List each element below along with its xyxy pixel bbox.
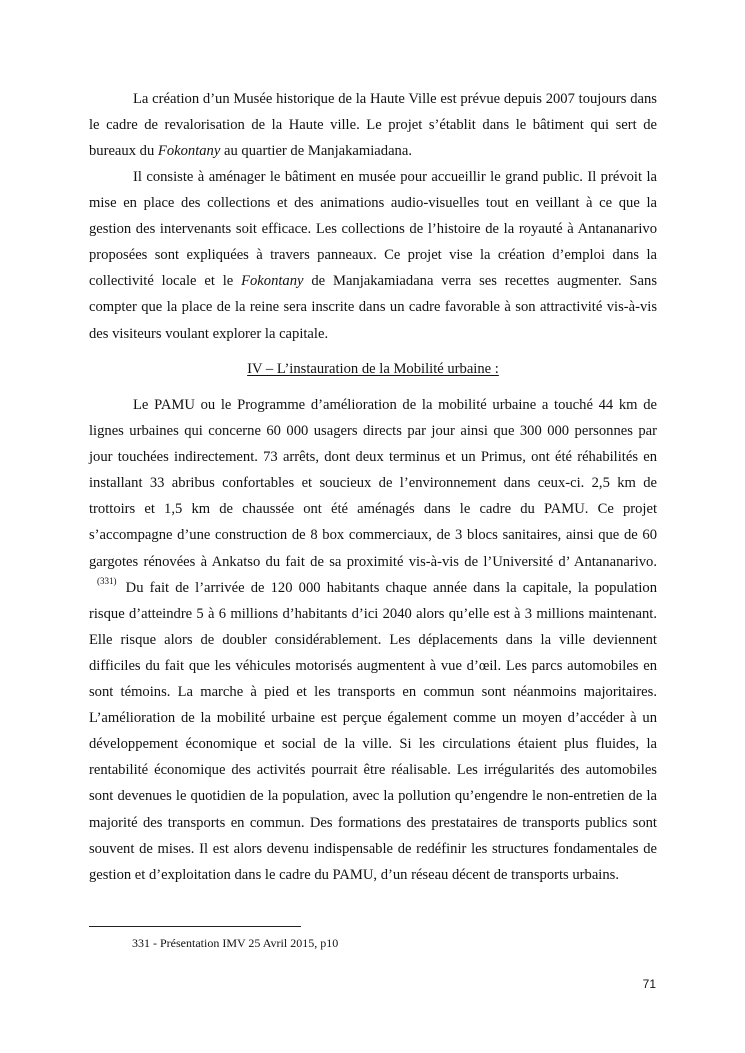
footnote-separator <box>89 926 301 927</box>
section-heading-text: IV – L’instauration de la Mobilité urbaine : <box>247 361 499 377</box>
page-number: 71 <box>642 977 656 991</box>
italic-term-fokontany: Fokontany <box>157 143 221 160</box>
italic-term-fokontany: Fokontany <box>241 273 304 290</box>
paragraph-text: Le PAMU ou le Programme d’amélioration de la mobilité urbaine a touché 44 km de lignes urbaines qui concerne 60 000 usagers directs par jour ainsi que 300 000 personnes par jour touchées indirectement. 73 arrêts, dont deux terminus et un Primus, ont été réhabilités en installant 33 abribus confortables et soucieux de l’environnement dans ceux-ci. 2,5 km de trottoirs et 1,5 km de chaussée ont été aménagés dans le cadre du PAMU. Ce projet s’accompagne d’une construction de 8 box commerciaux, de 3 blocs sanitaires, ainsi que de 60 gargotes rénovées à Ankatso du fait de sa proximité vis-à-vis de l’Université d’ Antananarivo. <box>89 397 657 570</box>
paragraph-text: La création d’un Musée historique de la Haute Ville est prévue depuis 2007 toujours dans le cadre de revalorisation de la Haute ville. Le projet s’établit dans le bâtiment qui sert de bureaux du <box>89 91 657 160</box>
paragraph-text: Du fait de l’arrivée de 120 000 habitants chaque année dans la capitale, la population risque d’atteindre 5 à 6 millions d’habitants d’ici 2040 alors qu’elle est à 3 millions maintenant. Elle risque alors de doubler considérablement. Les déplacements dans la ville deviennent difficiles du fait que les véhicules motorisés augmentent à vue d’œil. Les parcs automobiles en sont témoins. La marche à pied et les transports en commun sont néanmoins majoritaires. L’amélioration de la mobilité urbaine est perçue également comme un moyen d’accéder à un développement économique et social de la ville. Si les circulations étaient plus fluides, la rentabilité économique des activités pourrait être réalisable. Les irrégularités des automobiles sont devenues le quotidien de la population, avec la pollution qu’engendre le non-entretien de la majorité des transports en commun. Des formations des prestataires de transports publics sont souvent de mises. Il est alors devenu indispensable de redéfinir les structures fondamentales de gestion et d’exploitation dans le cadre du PAMU, d’un réseau décent de transports urbains. <box>89 579 657 883</box>
paragraph-amenagement-musee <box>89 164 657 347</box>
paragraph-text: Il consiste à aménager le bâtiment en musée pour accueillir le grand public. Il prévoit la mise en place des collections et des animations audio-visuelles tout en veillant à ce que la gestion des intervenants soit efficace. Les collections de l’histoire de la royauté à Antananarivo proposées sont expliquées à travers panneaux. Ce projet vise la création d’emploi dans la collectivité locale et le <box>89 169 657 290</box>
footnote-reference[interactable]: (331) <box>97 575 117 586</box>
paragraph-text: au quartier de Manjakamiadana. <box>220 143 412 160</box>
footnote-text: 331 - Présentation IMV 25 Avril 2015, p10 <box>132 936 339 950</box>
paragraph-pamu <box>89 392 657 888</box>
paragraph-text: de Manjakamiadana verra ses recettes augmenter. Sans compter que la place de la reine sera inscrite dans un cadre favorable à son attractivité vis-à-vis des visiteurs voulant explorer la capitale. <box>89 273 658 342</box>
section-heading <box>89 356 657 382</box>
paragraph-musee-historique <box>89 86 657 164</box>
